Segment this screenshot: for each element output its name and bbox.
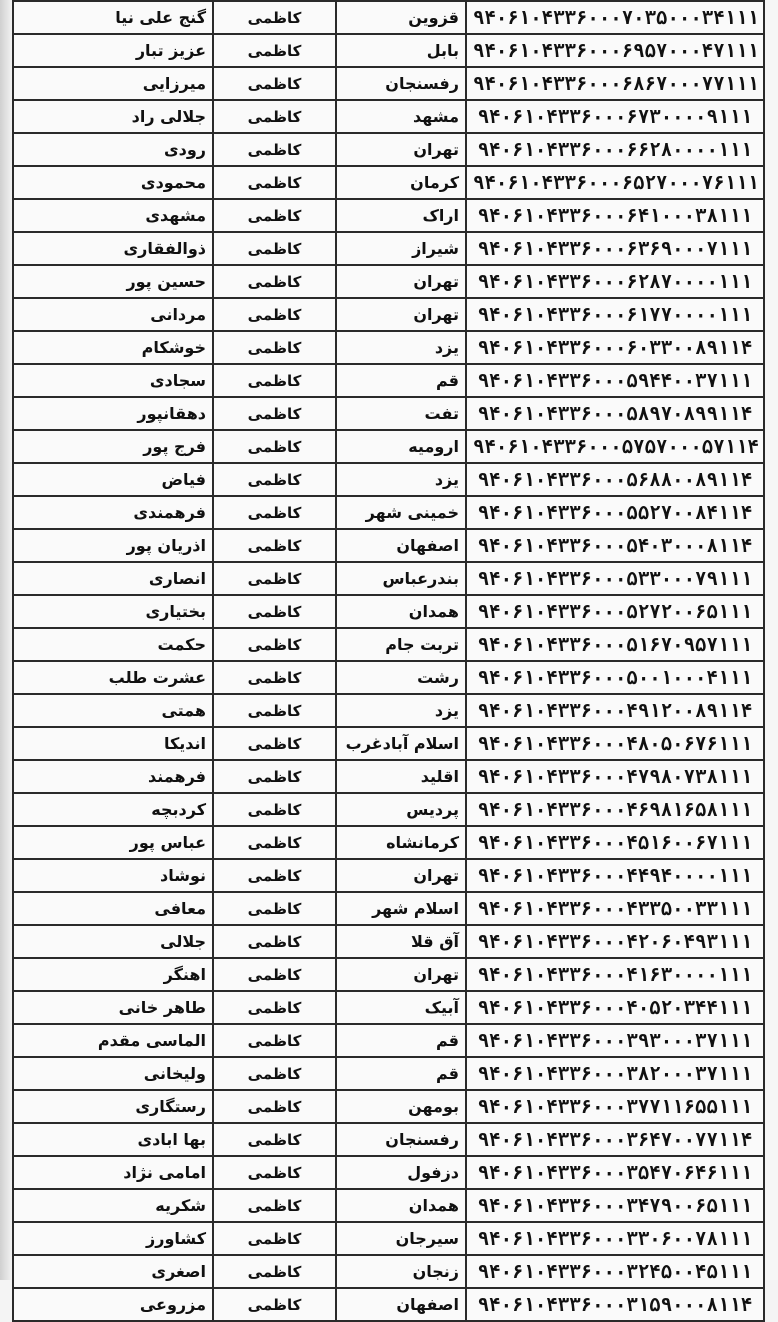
table-row <box>13 232 764 265</box>
city-cell: بندرعباس <box>336 562 466 595</box>
name-cell: خوشکام <box>13 331 213 364</box>
type-cell: کاظمی <box>213 67 336 100</box>
table-row <box>13 562 764 595</box>
type-cell: کاظمی <box>213 1288 336 1321</box>
type-cell: کاظمی <box>213 628 336 661</box>
type-cell: کاظمی <box>213 958 336 991</box>
code-cell: ۹۴۰۶۱۰۴۳۳۶۰۰۰۶۳۶۹۰۰۰۷۱۱۱ <box>466 232 764 265</box>
table-row <box>13 694 764 727</box>
code-cell: ۹۴۰۶۱۰۴۳۳۶۰۰۰۳۶۴۷۰۰۷۷۱۱۴ <box>466 1123 764 1156</box>
type-cell: کاظمی <box>213 34 336 67</box>
city-cell: زنجان <box>336 1255 466 1288</box>
city-cell: کرمان <box>336 166 466 199</box>
name-cell: فیاض <box>13 463 213 496</box>
city-cell: سیرجان <box>336 1222 466 1255</box>
table-row <box>13 727 764 760</box>
table-row <box>13 1057 764 1090</box>
type-cell: کاظمی <box>213 364 336 397</box>
name-cell: رودی <box>13 133 213 166</box>
name-cell: عباس پور <box>13 826 213 859</box>
name-cell: اهنگر <box>13 958 213 991</box>
name-cell: طاهر خانی <box>13 991 213 1024</box>
city-cell: اسلام آبادغرب <box>336 727 466 760</box>
name-cell: میرزایی <box>13 67 213 100</box>
type-cell: کاظمی <box>213 232 336 265</box>
type-cell: کاظمی <box>213 397 336 430</box>
name-cell: ذوالفقاری <box>13 232 213 265</box>
code-cell: ۹۴۰۶۱۰۴۳۳۶۰۰۰۴۸۰۵۰۶۷۶۱۱۱ <box>466 727 764 760</box>
city-cell: یزد <box>336 331 466 364</box>
type-cell: کاظمی <box>213 991 336 1024</box>
city-cell: پردیس <box>336 793 466 826</box>
code-cell: ۹۴۰۶۱۰۴۳۳۶۰۰۰۶۶۲۸۰۰۰۰۱۱۱ <box>466 133 764 166</box>
name-cell: فرج پور <box>13 430 213 463</box>
city-cell: اصفهان <box>336 529 466 562</box>
code-cell: ۹۴۰۶۱۰۴۳۳۶۰۰۰۴۱۶۳۰۰۰۰۱۱۱ <box>466 958 764 991</box>
name-cell: فرهمند <box>13 760 213 793</box>
table-row <box>13 166 764 199</box>
name-cell: اذریان پور <box>13 529 213 562</box>
table-row <box>13 34 764 67</box>
table-row <box>13 760 764 793</box>
name-cell: بها ابادی <box>13 1123 213 1156</box>
type-cell: کاظمی <box>213 1255 336 1288</box>
code-cell: ۹۴۰۶۱۰۴۳۳۶۰۰۰۵۹۴۴۰۰۳۷۱۱۱ <box>466 364 764 397</box>
code-cell: ۹۴۰۶۱۰۴۳۳۶۰۰۰۳۴۷۹۰۰۶۵۱۱۱ <box>466 1189 764 1222</box>
code-cell: ۹۴۰۶۱۰۴۳۳۶۰۰۰۴۰۵۲۰۳۴۴۱۱۱ <box>466 991 764 1024</box>
type-cell: کاظمی <box>213 892 336 925</box>
code-cell: ۹۴۰۶۱۰۴۳۳۶۰۰۰۴۳۳۵۰۰۳۳۱۱۱ <box>466 892 764 925</box>
code-cell: ۹۴۰۶۱۰۴۳۳۶۰۰۰۳۲۴۵۰۰۴۵۱۱۱ <box>466 1255 764 1288</box>
table-row <box>13 298 764 331</box>
type-cell: کاظمی <box>213 463 336 496</box>
code-cell: ۹۴۰۶۱۰۴۳۳۶۰۰۰۶۲۸۷۰۰۰۰۱۱۱ <box>466 265 764 298</box>
table-row <box>13 199 764 232</box>
table-row <box>13 100 764 133</box>
table-row <box>13 958 764 991</box>
table-row <box>13 991 764 1024</box>
type-cell: کاظمی <box>213 859 336 892</box>
city-cell: شیراز <box>336 232 466 265</box>
type-cell: کاظمی <box>213 760 336 793</box>
type-cell: کاظمی <box>213 430 336 463</box>
name-cell: جلالی راد <box>13 100 213 133</box>
code-cell: ۹۴۰۶۱۰۴۳۳۶۰۰۰۴۹۱۲۰۰۸۹۱۱۴ <box>466 694 764 727</box>
table-row <box>13 397 764 430</box>
code-cell: ۹۴۰۶۱۰۴۳۳۶۰۰۰۳۷۷۱۱۶۵۵۱۱۱ <box>466 1090 764 1123</box>
code-cell: ۹۴۰۶۱۰۴۳۳۶۰۰۰۵۷۵۷۰۰۰۵۷۱۱۴ <box>466 430 764 463</box>
name-cell: ولیخانی <box>13 1057 213 1090</box>
name-cell: امامی نژاد <box>13 1156 213 1189</box>
type-cell: کاظمی <box>213 925 336 958</box>
name-cell: اصغری <box>13 1255 213 1288</box>
code-cell: ۹۴۰۶۱۰۴۳۳۶۰۰۰۴۷۹۸۰۷۳۸۱۱۱ <box>466 760 764 793</box>
table-row <box>13 1123 764 1156</box>
table-row <box>13 793 764 826</box>
city-cell: بابل <box>336 34 466 67</box>
name-cell: گنج علی نیا <box>13 1 213 34</box>
type-cell: کاظمی <box>213 1222 336 1255</box>
city-cell: اقلید <box>336 760 466 793</box>
type-cell: کاظمی <box>213 496 336 529</box>
code-cell: ۹۴۰۶۱۰۴۳۳۶۰۰۰۶۷۳۰۰۰۰۹۱۱۱ <box>466 100 764 133</box>
type-cell: کاظمی <box>213 1189 336 1222</box>
name-cell: معافی <box>13 892 213 925</box>
table-row <box>13 463 764 496</box>
city-cell: تهران <box>336 265 466 298</box>
city-cell: همدان <box>336 1189 466 1222</box>
code-cell: ۹۴۰۶۱۰۴۳۳۶۰۰۰۶۴۱۰۰۰۳۸۱۱۱ <box>466 199 764 232</box>
city-cell: رفسنجان <box>336 67 466 100</box>
name-cell: فرهمندی <box>13 496 213 529</box>
records-table <box>12 0 765 1322</box>
city-cell: تهران <box>336 958 466 991</box>
name-cell: حسین پور <box>13 265 213 298</box>
city-cell: تهران <box>336 859 466 892</box>
name-cell: شکریه <box>13 1189 213 1222</box>
type-cell: کاظمی <box>213 793 336 826</box>
name-cell: عزیز تبار <box>13 34 213 67</box>
code-cell: ۹۴۰۶۱۰۴۳۳۶۰۰۰۶۸۶۷۰۰۰۷۷۱۱۱ <box>466 67 764 100</box>
code-cell: ۹۴۰۶۱۰۴۳۳۶۰۰۰۵۲۷۲۰۰۶۵۱۱۱ <box>466 595 764 628</box>
code-cell: ۹۴۰۶۱۰۴۳۳۶۰۰۰۶۵۲۷۰۰۰۷۶۱۱۱ <box>466 166 764 199</box>
type-cell: کاظمی <box>213 1123 336 1156</box>
code-cell: ۹۴۰۶۱۰۴۳۳۶۰۰۰۳۱۵۹۰۰۰۸۱۱۴ <box>466 1288 764 1321</box>
city-cell: آبیک <box>336 991 466 1024</box>
type-cell: کاظمی <box>213 694 336 727</box>
city-cell: مشهد <box>336 100 466 133</box>
page-edge-shadow <box>0 0 12 1280</box>
name-cell: رستگاری <box>13 1090 213 1123</box>
table-row <box>13 1090 764 1123</box>
name-cell: مشهدی <box>13 199 213 232</box>
name-cell: مزروعی <box>13 1288 213 1321</box>
city-cell: آق قلا <box>336 925 466 958</box>
code-cell: ۹۴۰۶۱۰۴۳۳۶۰۰۰۵۶۸۸۰۰۸۹۱۱۴ <box>466 463 764 496</box>
type-cell: کاظمی <box>213 100 336 133</box>
code-cell: ۹۴۰۶۱۰۴۳۳۶۰۰۰۳۳۰۶۰۰۷۸۱۱۱ <box>466 1222 764 1255</box>
city-cell: یزد <box>336 694 466 727</box>
name-cell: محمودی <box>13 166 213 199</box>
type-cell: کاظمی <box>213 265 336 298</box>
city-cell: همدان <box>336 595 466 628</box>
table-row <box>13 67 764 100</box>
type-cell: کاظمی <box>213 1024 336 1057</box>
table-row <box>13 1222 764 1255</box>
table-row <box>13 1024 764 1057</box>
city-cell: دزفول <box>336 1156 466 1189</box>
table-row <box>13 1156 764 1189</box>
city-cell: خمینی شهر <box>336 496 466 529</box>
type-cell: کاظمی <box>213 298 336 331</box>
city-cell: اراک <box>336 199 466 232</box>
code-cell: ۹۴۰۶۱۰۴۳۳۶۰۰۰۳۵۴۷۰۶۴۶۱۱۱ <box>466 1156 764 1189</box>
city-cell: تهران <box>336 298 466 331</box>
name-cell: حکمت <box>13 628 213 661</box>
code-cell: ۹۴۰۶۱۰۴۳۳۶۰۰۰۶۱۷۷۰۰۰۰۱۱۱ <box>466 298 764 331</box>
records-table-body <box>13 1 764 1321</box>
name-cell: کشاورز <box>13 1222 213 1255</box>
city-cell: تفت <box>336 397 466 430</box>
code-cell: ۹۴۰۶۱۰۴۳۳۶۰۰۰۴۶۹۸۱۶۵۸۱۱۱ <box>466 793 764 826</box>
table-row <box>13 1288 764 1321</box>
city-cell: قم <box>336 364 466 397</box>
table-row <box>13 496 764 529</box>
name-cell: الماسی مقدم <box>13 1024 213 1057</box>
code-cell: ۹۴۰۶۱۰۴۳۳۶۰۰۰۵۳۳۰۰۰۷۹۱۱۱ <box>466 562 764 595</box>
table-row <box>13 1255 764 1288</box>
table-row <box>13 265 764 298</box>
table-row <box>13 133 764 166</box>
city-cell: ارومیه <box>336 430 466 463</box>
type-cell: کاظمی <box>213 1 336 34</box>
table-row <box>13 1189 764 1222</box>
table-row <box>13 430 764 463</box>
type-cell: کاظمی <box>213 1090 336 1123</box>
city-cell: رفسنجان <box>336 1123 466 1156</box>
code-cell: ۹۴۰۶۱۰۴۳۳۶۰۰۰۵۰۰۱۰۰۰۴۱۱۱ <box>466 661 764 694</box>
city-cell: اصفهان <box>336 1288 466 1321</box>
table-row <box>13 331 764 364</box>
table-row <box>13 826 764 859</box>
type-cell: کاظمی <box>213 1156 336 1189</box>
code-cell: ۹۴۰۶۱۰۴۳۳۶۰۰۰۷۰۳۵۰۰۰۳۴۱۱۱ <box>466 1 764 34</box>
city-cell: قزوین <box>336 1 466 34</box>
code-cell: ۹۴۰۶۱۰۴۳۳۶۰۰۰۳۹۳۰۰۰۳۷۱۱۱ <box>466 1024 764 1057</box>
type-cell: کاظمی <box>213 727 336 760</box>
city-cell: بومهن <box>336 1090 466 1123</box>
type-cell: کاظمی <box>213 166 336 199</box>
name-cell: عشرت طلب <box>13 661 213 694</box>
code-cell: ۹۴۰۶۱۰۴۳۳۶۰۰۰۴۲۰۶۰۴۹۳۱۱۱ <box>466 925 764 958</box>
code-cell: ۹۴۰۶۱۰۴۳۳۶۰۰۰۵۵۲۷۰۰۸۴۱۱۴ <box>466 496 764 529</box>
table-row <box>13 529 764 562</box>
type-cell: کاظمی <box>213 529 336 562</box>
name-cell: اندیکا <box>13 727 213 760</box>
table-row <box>13 661 764 694</box>
table-row <box>13 1 764 34</box>
table-row <box>13 892 764 925</box>
city-cell: یزد <box>336 463 466 496</box>
type-cell: کاظمی <box>213 661 336 694</box>
code-cell: ۹۴۰۶۱۰۴۳۳۶۰۰۰۴۴۹۴۰۰۰۰۱۱۱ <box>466 859 764 892</box>
name-cell: سجادی <box>13 364 213 397</box>
city-cell: تربت جام <box>336 628 466 661</box>
name-cell: دهقانپور <box>13 397 213 430</box>
code-cell: ۹۴۰۶۱۰۴۳۳۶۰۰۰۶۹۵۷۰۰۰۴۷۱۱۱ <box>466 34 764 67</box>
type-cell: کاظمی <box>213 562 336 595</box>
code-cell: ۹۴۰۶۱۰۴۳۳۶۰۰۰۳۸۲۰۰۰۳۷۱۱۱ <box>466 1057 764 1090</box>
name-cell: مردانی <box>13 298 213 331</box>
type-cell: کاظمی <box>213 331 336 364</box>
name-cell: کردبچه <box>13 793 213 826</box>
table-row <box>13 628 764 661</box>
table-row <box>13 364 764 397</box>
name-cell: انصاری <box>13 562 213 595</box>
table-row <box>13 595 764 628</box>
type-cell: کاظمی <box>213 133 336 166</box>
city-cell: قم <box>336 1057 466 1090</box>
table-row <box>13 925 764 958</box>
code-cell: ۹۴۰۶۱۰۴۳۳۶۰۰۰۵۴۰۳۰۰۰۸۱۱۴ <box>466 529 764 562</box>
type-cell: کاظمی <box>213 1057 336 1090</box>
city-cell: قم <box>336 1024 466 1057</box>
city-cell: رشت <box>336 661 466 694</box>
type-cell: کاظمی <box>213 199 336 232</box>
type-cell: کاظمی <box>213 826 336 859</box>
code-cell: ۹۴۰۶۱۰۴۳۳۶۰۰۰۴۵۱۶۰۰۶۷۱۱۱ <box>466 826 764 859</box>
city-cell: کرمانشاه <box>336 826 466 859</box>
name-cell: بختیاری <box>13 595 213 628</box>
city-cell: تهران <box>336 133 466 166</box>
code-cell: ۹۴۰۶۱۰۴۳۳۶۰۰۰۶۰۳۳۰۰۸۹۱۱۴ <box>466 331 764 364</box>
code-cell: ۹۴۰۶۱۰۴۳۳۶۰۰۰۵۱۶۷۰۹۵۷۱۱۱ <box>466 628 764 661</box>
name-cell: جلالی <box>13 925 213 958</box>
name-cell: نوشاد <box>13 859 213 892</box>
code-cell: ۹۴۰۶۱۰۴۳۳۶۰۰۰۵۸۹۷۰۸۹۹۱۱۴ <box>466 397 764 430</box>
type-cell: کاظمی <box>213 595 336 628</box>
city-cell: اسلام شهر <box>336 892 466 925</box>
table-row <box>13 859 764 892</box>
name-cell: همتی <box>13 694 213 727</box>
